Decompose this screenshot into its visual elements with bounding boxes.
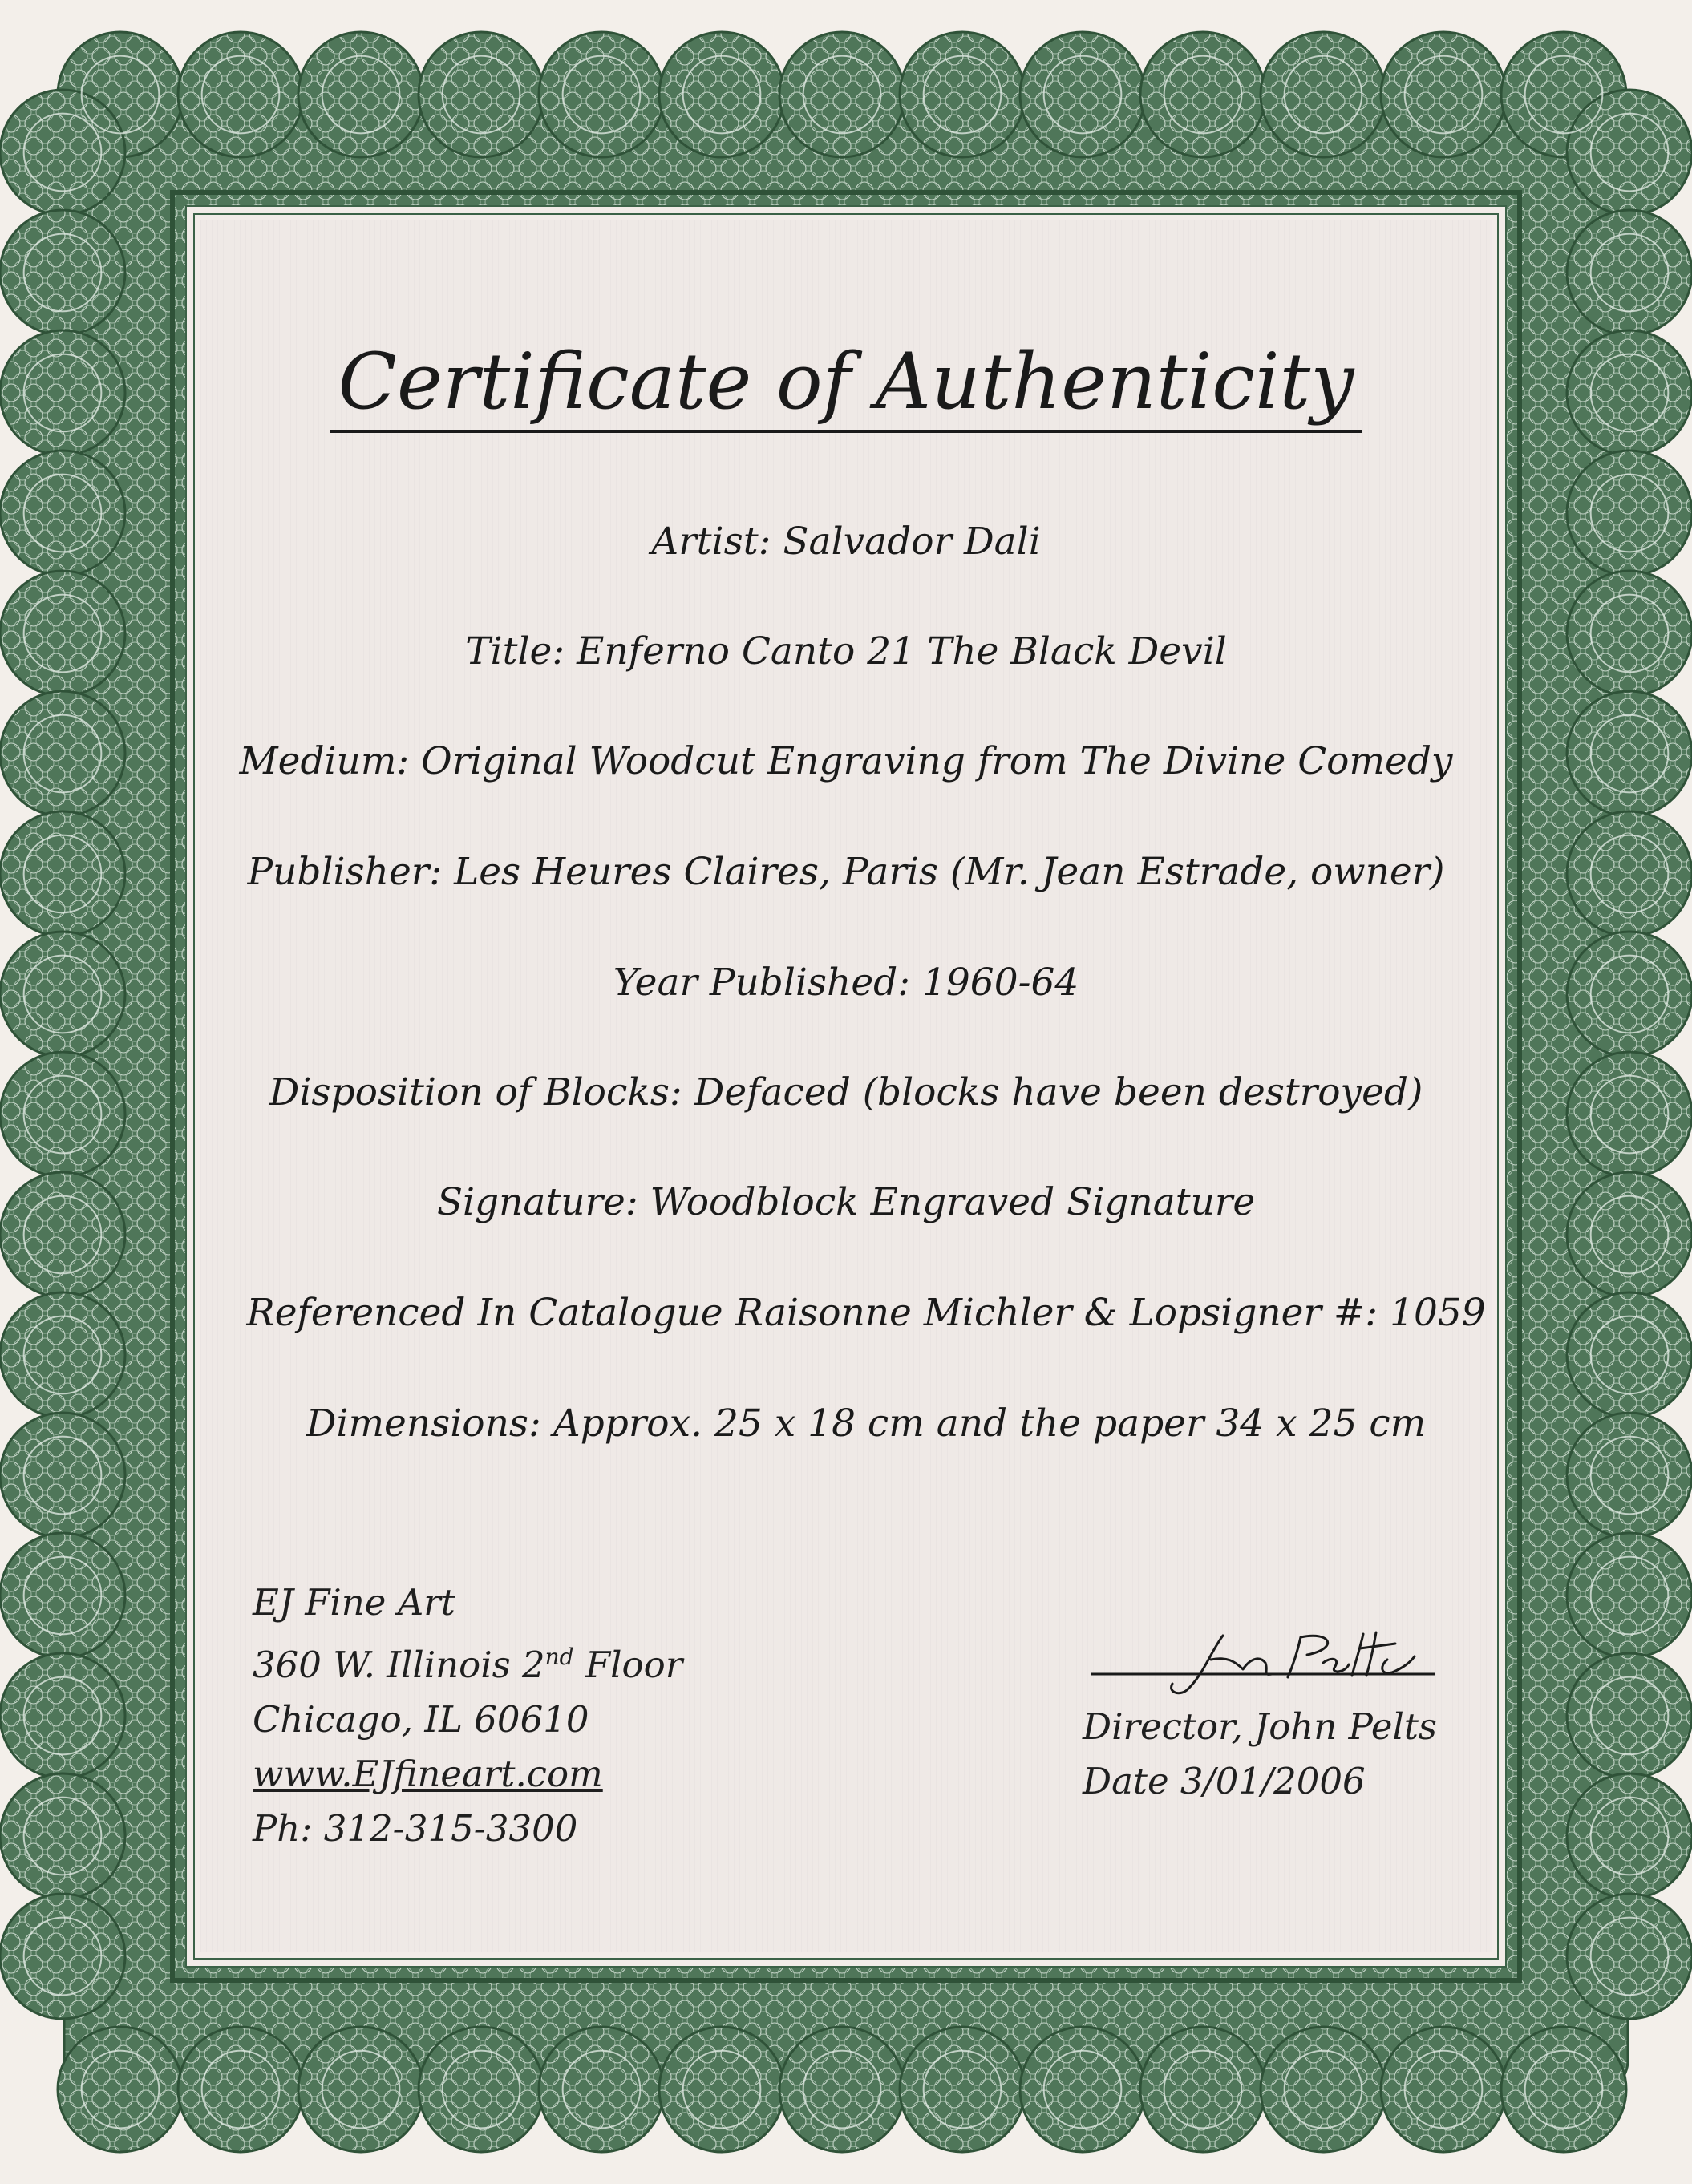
signer-title: Director, John Pelts (1083, 1705, 1438, 1748)
company-name: EJ Fine Art (253, 1581, 455, 1624)
company-website-link[interactable]: www.EJfineart.com (253, 1753, 603, 1795)
company-phone: Ph: 312-315-3300 (253, 1807, 578, 1850)
artist-line: Artist: Salvador Dali (651, 520, 1041, 564)
signer-block (1083, 1700, 1437, 1809)
reference-line: Referenced In Catalogue Raisonne Michler & Lopsigner #: 1059 (246, 1291, 1486, 1335)
dimensions-line: Dimensions: Approx. 25 x 18 cm and the paper 34 x 25 cm (306, 1401, 1427, 1446)
company-city: Chicago, IL 60610 (253, 1698, 589, 1741)
certificate-title: Certificate of Authenticity (0, 337, 1692, 433)
company-address-block (253, 1575, 682, 1856)
year-line: Year Published: 1960-64 (613, 961, 1079, 1005)
handwritten-signature (1091, 1628, 1435, 1700)
medium-line: Medium: Original Woodcut Engraving from The Divine Comedy (239, 739, 1453, 783)
company-street: 360 W. Illinois 2nd Floor (253, 1644, 683, 1686)
title-line: Title: Enferno Canto 21 The Black Devil (465, 629, 1227, 673)
certificate-date: Date 3/01/2006 (1083, 1760, 1366, 1802)
disposition-line: Disposition of Blocks: Defaced (blocks have been destroyed) (269, 1070, 1423, 1114)
publisher-line: Publisher: Les Heures Claires, Paris (Mr. Jean Estrade, owner) (247, 850, 1445, 894)
signature-line: Signature: Woodblock Engraved Signature (436, 1180, 1256, 1224)
